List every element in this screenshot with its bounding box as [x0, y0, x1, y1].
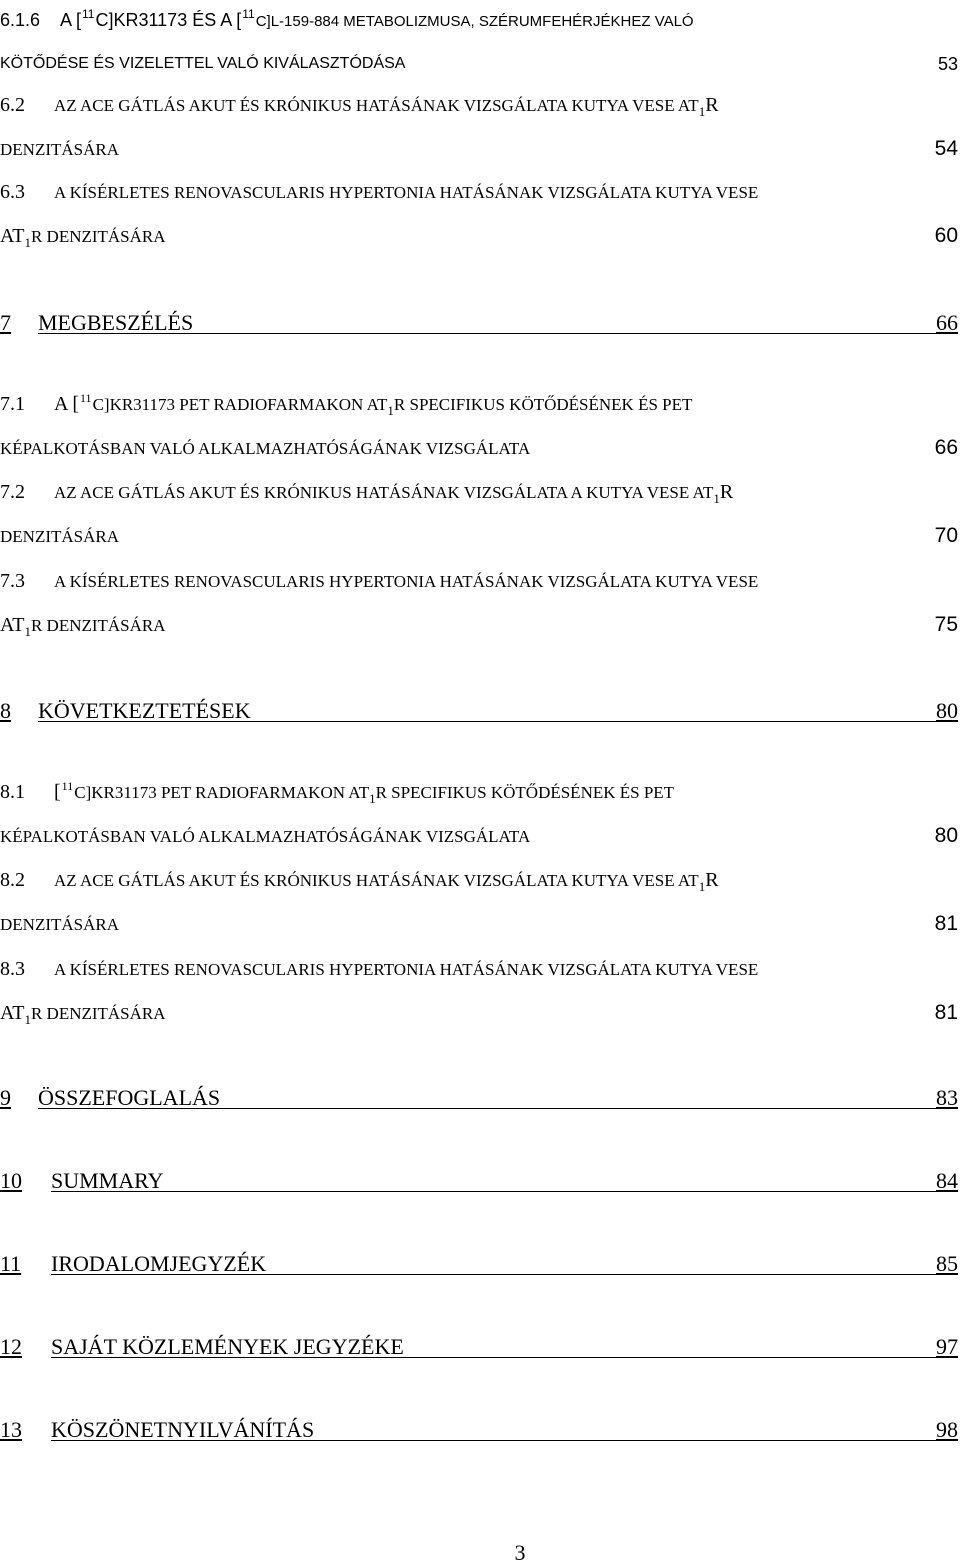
toc-chapter-13[interactable] [0, 1413, 958, 1447]
toc-chapter-7[interactable] [0, 306, 958, 340]
toc-leader-line [38, 1108, 936, 1109]
toc-chapter-number: 9 [0, 1085, 11, 1110]
toc-chapter-title: MEGBESZÉLÉS [38, 310, 194, 335]
toc-leader-line [51, 1191, 936, 1192]
toc-leader-line [51, 1274, 936, 1275]
toc-chapter-number: 8 [0, 698, 11, 723]
toc-page-number: 54 [934, 137, 958, 160]
toc-page-number: 66 [934, 436, 958, 459]
toc-chapter-number: 12 [0, 1334, 22, 1359]
toc-entry-title-cont: KÉPALKOTÁSBAN VALÓ ALKALMAZHATÓSÁGÁNAK VIZSGÁLATA [0, 827, 531, 846]
toc-page-number: 85 [936, 1251, 958, 1276]
toc-entry-title: A KÍSÉRLETES RENOVASCULARIS HYPERTONIA HATÁSÁNAK VIZSGÁLATA KUTYA VESE [54, 960, 759, 979]
toc-page-number: 66 [936, 310, 958, 335]
toc-page-number: 83 [936, 1085, 958, 1110]
toc-entry-title-cont: DENZITÁSÁRA [0, 527, 119, 546]
toc-entry-title: AZ ACE GÁTLÁS AKUT ÉS KRÓNIKUS HATÁSÁNAK VIZSGÁLATA KUTYA VESE $AT_1R$ [54, 869, 719, 894]
toc-leader-line [38, 721, 936, 722]
toc-entry-title-cont: $AT_1R$ DENZITÁSÁRA [0, 614, 166, 639]
toc-entry-title: [$^{11}$C]KR31173 PET RADIOFARMAKON $AT_1R$ SPECIFIKUS KÖTŐDÉSÉNEK ÉS PET [54, 779, 675, 806]
toc-chapter-12[interactable] [0, 1330, 958, 1364]
toc-entry-title-cont: KÖTŐDÉSE ÉS VIZELETTEL VALÓ KIVÁLASZTÓDÁSA [0, 55, 406, 72]
toc-entry-title: A KÍSÉRLETES RENOVASCULARIS HYPERTONIA HATÁSÁNAK VIZSGÁLATA KUTYA VESE [54, 183, 759, 202]
toc-chapter-title: KÖSZÖNETNYILVÁNÍTÁS [51, 1417, 315, 1442]
toc-page-number: 98 [936, 1417, 958, 1442]
toc-entry-number: 8.2 [0, 869, 25, 891]
toc-chapter-number: 10 [0, 1168, 22, 1193]
toc-chapter-9[interactable] [0, 1081, 958, 1115]
toc-chapter-number: 11 [0, 1251, 22, 1276]
toc-page-number: 97 [936, 1334, 958, 1359]
toc-entry-title-cont: $AT_1R$ DENZITÁSÁRA [0, 225, 166, 250]
toc-entry-number: 8.1 [0, 781, 25, 803]
toc-leader-line [51, 1440, 936, 1441]
toc-page-number: 84 [936, 1168, 958, 1193]
toc-page-number: 60 [934, 224, 958, 247]
toc-page-number: 81 [934, 1001, 958, 1024]
toc-chapter-title: KÖVETKEZTETÉSEK [38, 698, 251, 723]
toc-chapter-title: SAJÁT KÖZLEMÉNYEK JEGYZÉKE [51, 1334, 404, 1359]
toc-page-number: 80 [936, 698, 958, 723]
toc-entry-number: 7.1 [0, 393, 25, 415]
toc-entry-title: A KÍSÉRLETES RENOVASCULARIS HYPERTONIA HATÁSÁNAK VIZSGÁLATA KUTYA VESE [54, 572, 759, 591]
toc-page-number: 81 [934, 912, 958, 935]
toc-chapter-title: ÖSSZEFOGLALÁS [38, 1085, 221, 1110]
page-number-footer: 3 [514, 1540, 526, 1565]
toc-chapter-10[interactable] [0, 1164, 958, 1198]
toc-chapter-number: 13 [0, 1417, 22, 1442]
toc-entry-title: A [$^{11}$C]KR31173 ÉS A [$^{11}$C]L-159-884 METABOLIZMUSA, SZÉRUMFEHÉRJÉKHEZ VALÓ [60, 7, 694, 30]
toc-leader-line [51, 1357, 936, 1358]
toc-entry-number: 6.3 [0, 181, 25, 203]
toc-entry-title-cont: $AT_1R$ DENZITÁSÁRA [0, 1002, 166, 1027]
toc-chapter-title: SUMMARY [51, 1168, 164, 1193]
toc-entry-number: 7.2 [0, 481, 25, 503]
toc-entry-number: 8.3 [0, 958, 25, 980]
toc-leader-line [38, 333, 936, 334]
toc-entry-number: 7.3 [0, 570, 25, 592]
toc-entry-title-cont: DENZITÁSÁRA [0, 140, 119, 159]
toc-entry-title: AZ ACE GÁTLÁS AKUT ÉS KRÓNIKUS HATÁSÁNAK VIZSGÁLATA KUTYA VESE $AT_1R$ [54, 94, 719, 119]
toc-page-number: 53 [937, 54, 958, 74]
toc-chapter-11[interactable] [0, 1247, 958, 1281]
toc-page-number: 70 [934, 524, 958, 547]
toc-entry-title: A [$^{11}$C]KR31173 PET RADIOFARMAKON $AT_1R$ SPECIFIKUS KÖTŐDÉSÉNEK ÉS PET [54, 391, 693, 418]
toc-page-number: 80 [934, 824, 958, 847]
toc-chapter-title: IRODALOMJEGYZÉK [51, 1251, 267, 1276]
toc-chapter-8[interactable] [0, 694, 958, 728]
toc-chapter-number: 7 [0, 310, 11, 335]
toc-page-number: 75 [934, 613, 958, 636]
toc-entry-number: 6.1.6 [0, 10, 41, 30]
toc-entry-title: AZ ACE GÁTLÁS AKUT ÉS KRÓNIKUS HATÁSÁNAK VIZSGÁLATA A KUTYA VESE $AT_1R$ [54, 481, 734, 506]
toc-entry-title-cont: DENZITÁSÁRA [0, 915, 119, 934]
toc-entry-title-cont: KÉPALKOTÁSBAN VALÓ ALKALMAZHATÓSÁGÁNAK VIZSGÁLATA [0, 439, 531, 458]
toc-entry-number: 6.2 [0, 94, 25, 116]
